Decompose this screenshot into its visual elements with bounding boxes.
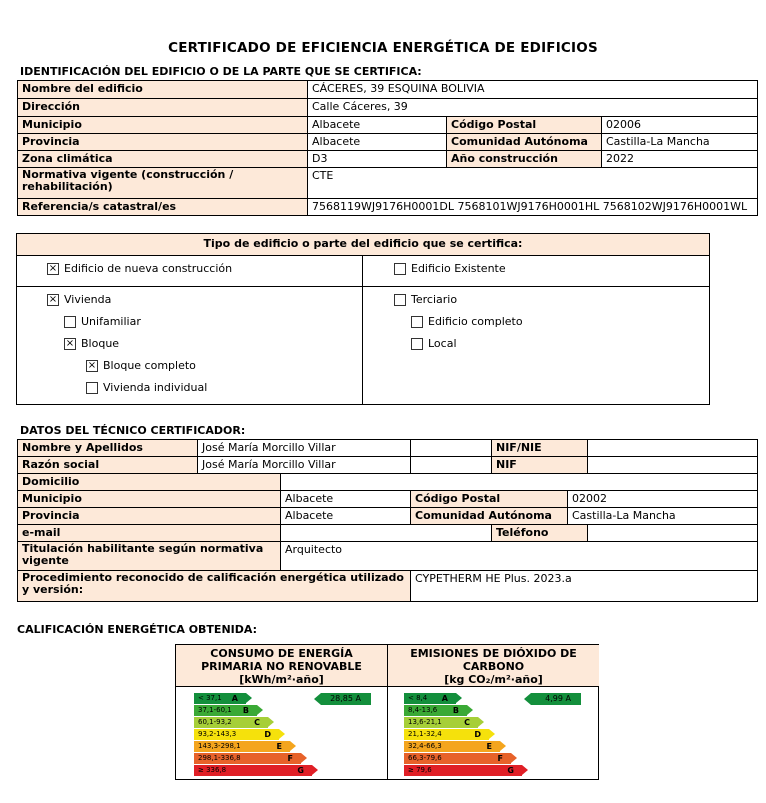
region-label: Comunidad Autónoma (447, 134, 602, 151)
regulation-value: CTE (308, 168, 758, 199)
checkbox-new-building[interactable]: × Edificio de nueva construcción (48, 262, 233, 275)
checkbox-existing-building[interactable]: Edificio Existente (394, 262, 506, 275)
emissions-bar-g (404, 765, 522, 776)
tech-region-value: Castilla-La Mancha (568, 508, 758, 525)
emissions-bar-e (404, 741, 500, 752)
province-value: Albacete (308, 134, 447, 151)
emissions-bar-tip (522, 765, 528, 775)
tech-procedure-value: CYPETHERM HE Plus. 2023.a (411, 571, 758, 602)
consumption-bar-range: 143,3-298,1 (198, 742, 241, 750)
consumption-result-arrow-tip (314, 693, 321, 705)
tech-company-label: Razón social (18, 457, 198, 474)
document-title: CERTIFICADO DE EFICIENCIA ENERGÉTICA DE EDIFICIOS (168, 40, 598, 56)
consumption-bar-tip (301, 753, 307, 763)
consumption-bar-letter: E (276, 742, 282, 751)
tech-company-value: José María Morcillo Villar (198, 457, 411, 474)
emissions-bar-tip (478, 717, 484, 727)
consumption-bar-d (194, 729, 279, 740)
climate-zone-value: D3 (308, 151, 447, 168)
climate-zone-label: Zona climática (18, 151, 308, 168)
checkbox-edificio-completo[interactable]: Edificio completo (411, 315, 523, 328)
consumption-bar-b (194, 705, 257, 716)
co2-emissions-scale (404, 693, 594, 777)
emissions-bar-range: < 8,4 (408, 694, 428, 702)
checkbox-box: × (48, 262, 58, 274)
emissions-result-arrow: 4,99 A (531, 693, 581, 705)
tech-nif-nie-value (588, 440, 758, 457)
consumption-bar-tip (290, 741, 296, 751)
energy-consumption-scale (194, 693, 384, 777)
tech-address-value (281, 474, 758, 491)
tech-province-label: Provincia (18, 508, 281, 525)
checkbox-box (394, 294, 406, 306)
tech-municipality-label: Municipio (18, 491, 281, 508)
emissions-result-arrow-tip (524, 693, 531, 705)
checkbox-box (411, 316, 423, 328)
tech-email-value (281, 525, 492, 542)
emissions-bar-range: 21,1-32,4 (408, 730, 442, 738)
emissions-bar-range: 66,3-79,6 (408, 754, 442, 762)
consumption-bar-tip (312, 765, 318, 775)
tech-phone-label: Teléfono (492, 525, 588, 542)
emissions-bar-b (404, 705, 467, 716)
building-type-panel (16, 233, 710, 405)
tech-postal-code-label: Código Postal (411, 491, 568, 508)
tech-nif-value (588, 457, 758, 474)
emissions-bar-letter: A (441, 694, 448, 703)
divider (362, 286, 363, 405)
address-value: Calle Cáceres, 39 (308, 99, 758, 117)
emissions-bar-letter: F (497, 754, 503, 763)
consumption-bar-tip (268, 717, 274, 727)
checkbox-box (411, 338, 423, 350)
consumption-bar-f (194, 753, 301, 764)
consumption-bar-letter: B (242, 706, 249, 715)
construction-year-value: 2022 (602, 151, 758, 168)
emissions-bar-tip (500, 741, 506, 751)
checkbox-bloque[interactable]: × Bloque (65, 337, 120, 350)
municipality-label: Municipio (18, 117, 308, 134)
emissions-bar-tip (456, 693, 462, 703)
checkbox-box: × (65, 337, 75, 349)
consumption-result-arrow: 28,85 A (321, 693, 371, 705)
province-label: Provincia (18, 134, 308, 151)
emissions-bar-letter: B (452, 706, 459, 715)
identification-table (17, 80, 758, 216)
emissions-bar-d (404, 729, 489, 740)
emissions-bar-range: ≥ 79,6 (408, 766, 432, 774)
consumption-bar-letter: G (297, 766, 304, 775)
consumption-bar-e (194, 741, 290, 752)
checkbox-vivienda[interactable]: × Vivienda (48, 293, 112, 306)
tech-province-value: Albacete (281, 508, 411, 525)
tech-nif-nie-label: NIF/NIE (492, 440, 588, 457)
building-type-heading: Tipo de edificio o parte del edificio que se certifica: (17, 234, 709, 256)
emissions-bar-letter: C (464, 718, 470, 727)
consumption-bar-letter: C (254, 718, 260, 727)
postal-code-label: Código Postal (447, 117, 602, 134)
consumption-bar-range: 60,1-93,2 (198, 718, 232, 726)
emissions-bar-range: 32,4-66,3 (408, 742, 442, 750)
emissions-bar-tip (511, 753, 517, 763)
emissions-bar-c (404, 717, 478, 728)
address-label: Dirección (18, 99, 308, 117)
energy-consumption-heading: CONSUMO DE ENERGÍA PRIMARIA NO RENOVABLE [kWh/m²·año] (176, 645, 387, 687)
technician-heading: DATOS DEL TÉCNICO CERTIFICADOR: (20, 424, 246, 437)
region-value: Castilla-La Mancha (602, 134, 758, 151)
checkbox-bloque-completo[interactable]: × Bloque completo (87, 359, 196, 372)
checkbox-box (64, 316, 76, 328)
tech-degree-label: Titulación habilitante según normativa vigente (18, 542, 281, 571)
tech-phone-value (588, 525, 758, 542)
consumption-bar-tip (279, 729, 285, 739)
technician-table (17, 439, 758, 602)
regulation-label: Normativa vigente (construcción / rehabilitación) (18, 168, 308, 199)
checkbox-box (394, 263, 406, 275)
consumption-bar-range: 93,2-143,3 (198, 730, 237, 738)
divider (362, 256, 363, 286)
emissions-bar-letter: G (507, 766, 514, 775)
emissions-bar-f (404, 753, 511, 764)
emissions-bar-a (404, 693, 456, 704)
checkbox-box (86, 382, 98, 394)
checkbox-vivienda-individual[interactable]: Vivienda individual (86, 381, 207, 394)
emissions-bar-tip (467, 705, 473, 715)
tech-email-label: e-mail (18, 525, 281, 542)
tech-procedure-label: Procedimiento reconocido de calificación energética utilizado y versión: (18, 571, 411, 602)
checkbox-box: × (87, 359, 97, 371)
tech-municipality-value: Albacete (281, 491, 411, 508)
consumption-bar-tip (246, 693, 252, 703)
consumption-bar-letter: F (287, 754, 293, 763)
consumption-bar-letter: A (231, 694, 238, 703)
divider (17, 286, 709, 287)
consumption-bar-tip (257, 705, 263, 715)
cadastral-ref-label: Referencia/s catastral/es (18, 199, 308, 216)
building-name-label: Nombre del edificio (18, 81, 308, 99)
construction-year-label: Año construcción (447, 151, 602, 168)
identification-heading: IDENTIFICACIÓN DEL EDIFICIO O DE LA PARTE QUE SE CERTIFICA: (20, 65, 422, 78)
tech-degree-value: Arquitecto (281, 542, 758, 571)
emissions-bar-tip (489, 729, 495, 739)
municipality-value: Albacete (308, 117, 447, 134)
tech-region-label: Comunidad Autónoma (411, 508, 568, 525)
emissions-bar-range: 13,6-21,1 (408, 718, 442, 726)
tech-name-label: Nombre y Apellidos (18, 440, 198, 457)
consumption-bar-range: 37,1-60,1 (198, 706, 232, 714)
emissions-bar-letter: E (486, 742, 492, 751)
building-name-value: CÁCERES, 39 ESQUINA BOLIVIA (308, 81, 758, 99)
tech-name-value: José María Morcillo Villar (198, 440, 411, 457)
checkbox-unifamiliar[interactable]: Unifamiliar (64, 315, 141, 328)
checkbox-terciario[interactable]: Terciario (394, 293, 457, 306)
checkbox-local[interactable]: Local (411, 337, 457, 350)
consumption-bar-range: ≥ 336,8 (198, 766, 227, 774)
consumption-bar-range: < 37,1 (198, 694, 222, 702)
consumption-bar-g (194, 765, 312, 776)
emissions-bar-range: 8,4-13,6 (408, 706, 438, 714)
tech-postal-code-value: 02002 (568, 491, 758, 508)
checkbox-box: × (48, 293, 58, 305)
consumption-bar-a (194, 693, 246, 704)
emissions-bar-letter: D (474, 730, 481, 739)
rating-heading: CALIFICACIÓN ENERGÉTICA OBTENIDA: (17, 623, 257, 636)
consumption-bar-letter: D (264, 730, 271, 739)
consumption-bar-c (194, 717, 268, 728)
rating-panel (175, 644, 599, 780)
cadastral-ref-value: 7568119WJ9176H0001DL 7568101WJ9176H0001HL 7568102WJ9176H0001WL (308, 199, 758, 216)
postal-code-value: 02006 (602, 117, 758, 134)
tech-nif-label: NIF (492, 457, 588, 474)
consumption-bar-range: 298,1-336,8 (198, 754, 241, 762)
co2-emissions-heading: EMISIONES DE DIÓXIDO DE CARBONO [kg CO₂/m²·año] (388, 645, 599, 687)
tech-address-label: Domicilio (18, 474, 281, 491)
